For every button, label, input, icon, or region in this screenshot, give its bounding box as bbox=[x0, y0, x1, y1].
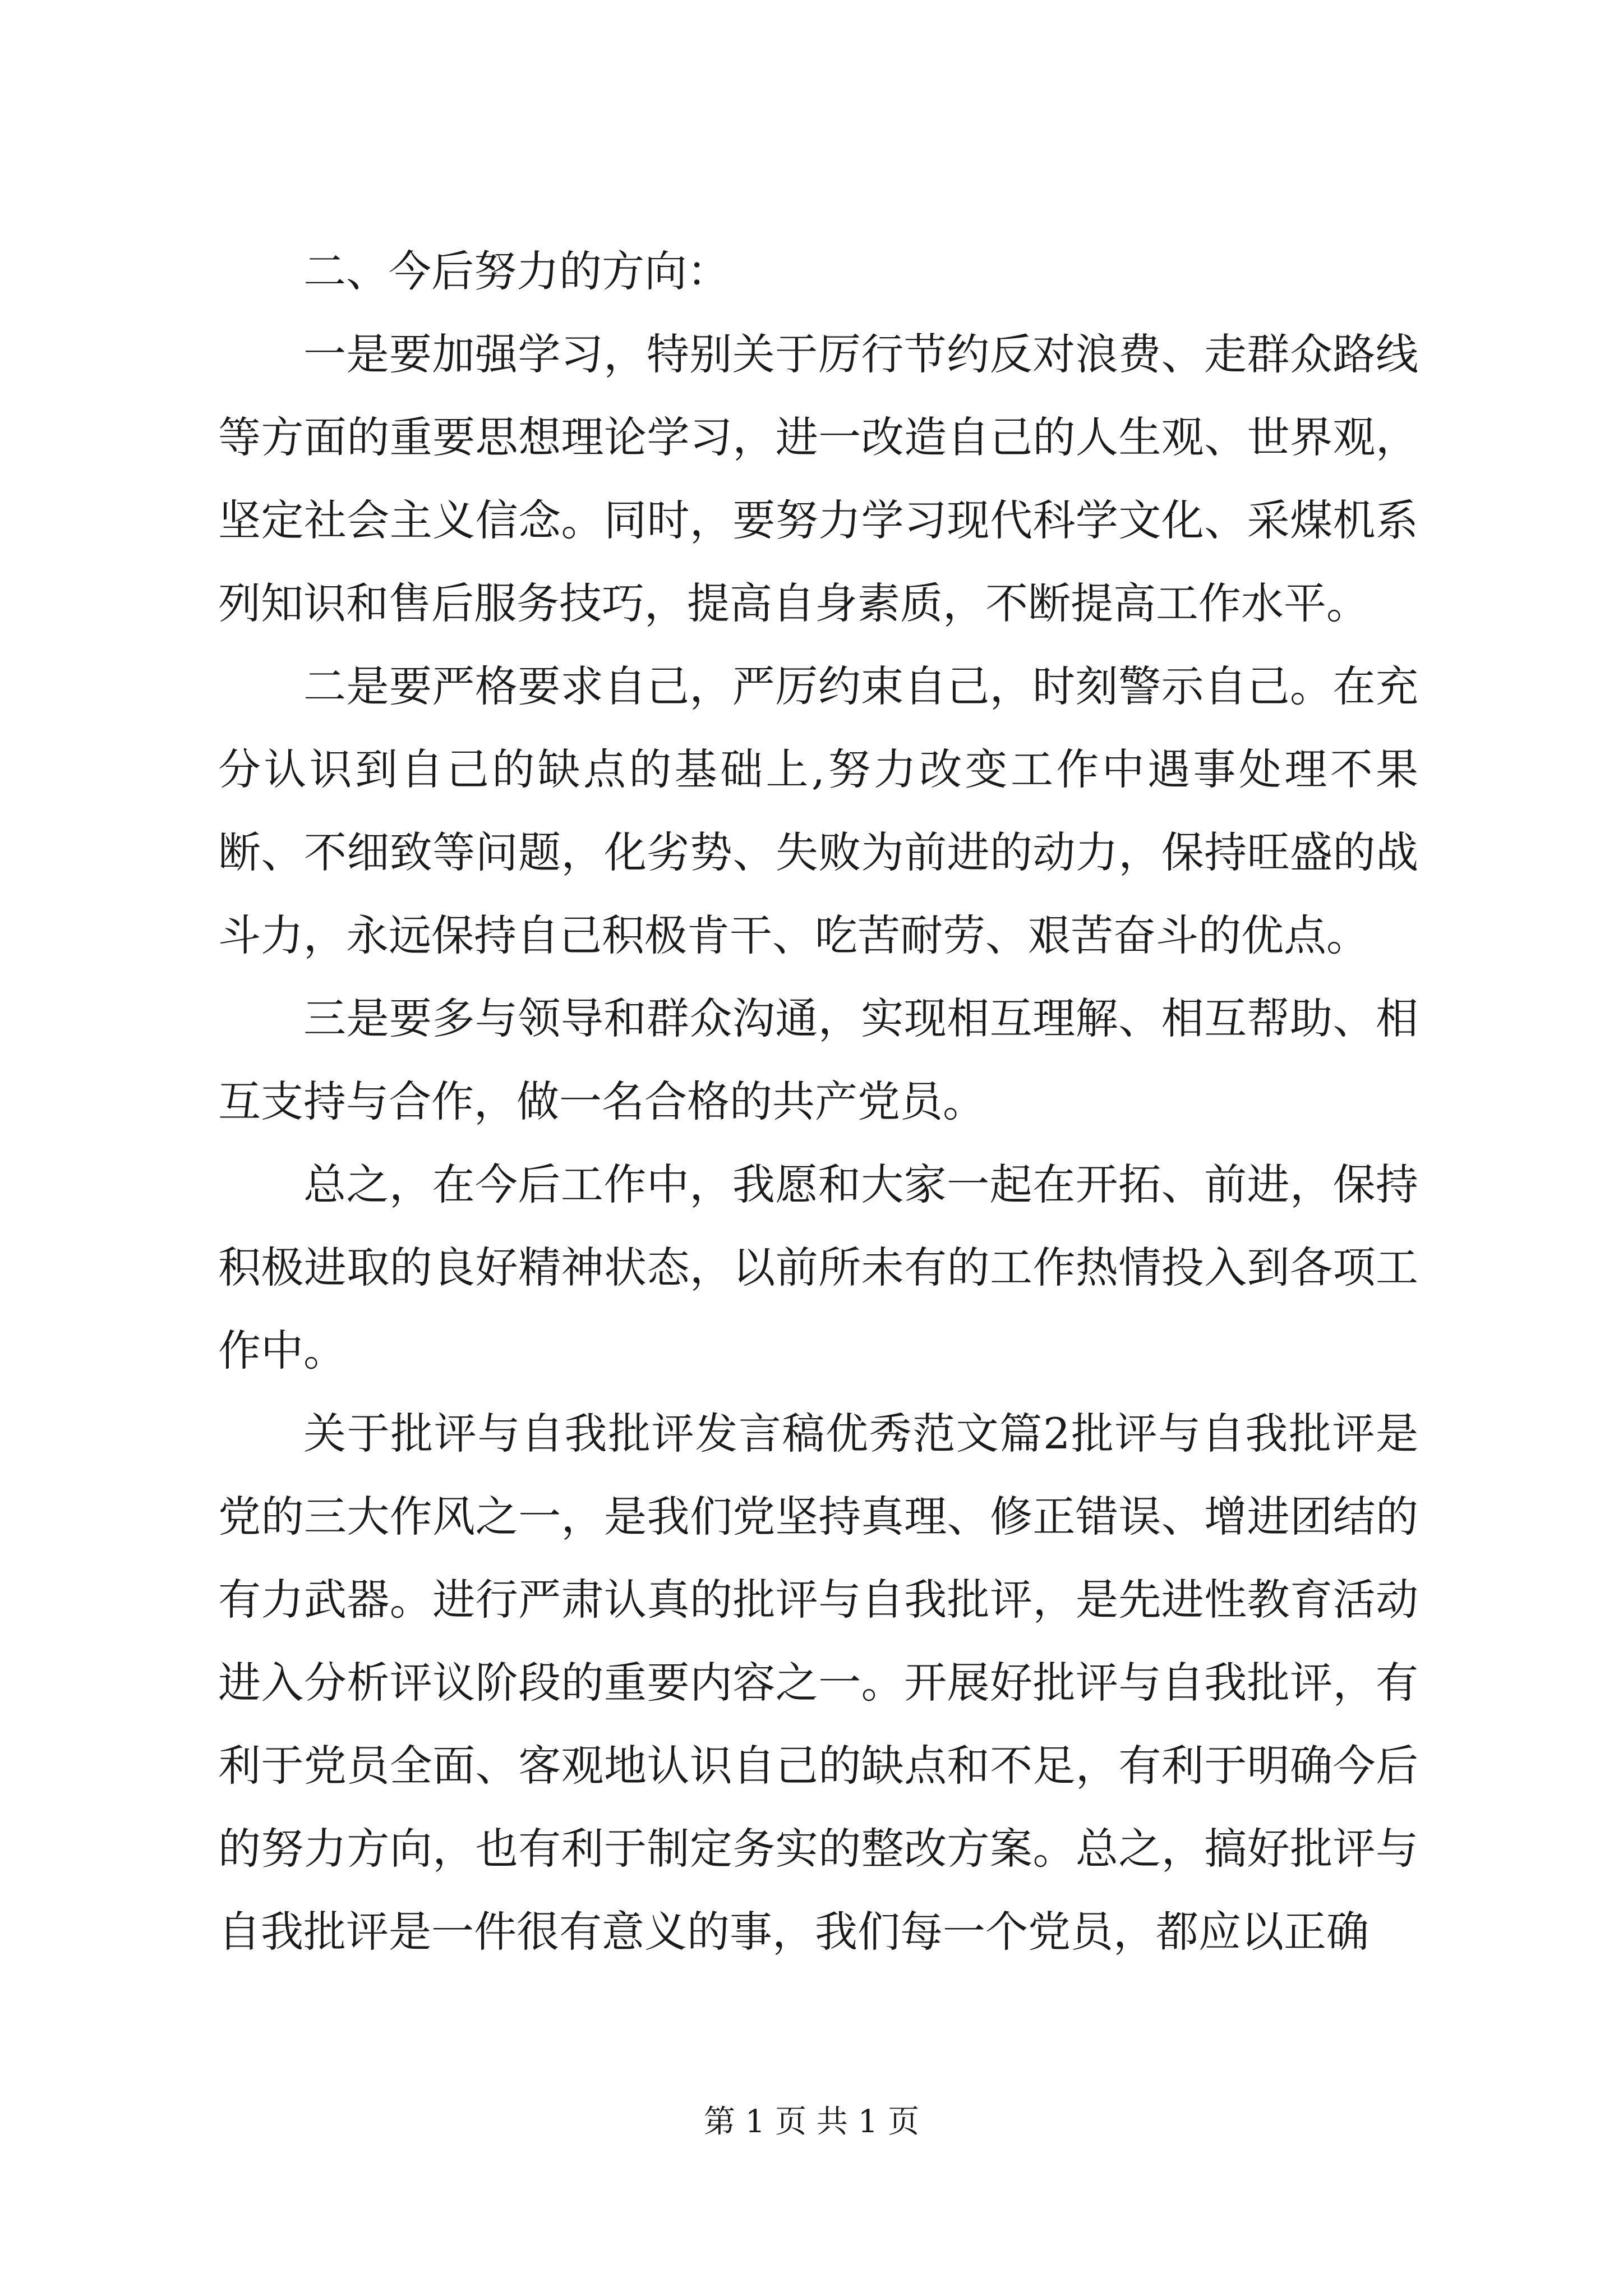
paragraph-article-two: 关于批评与自我批评发言稿优秀范文篇2批评与自我批评是党的三大作风之一，是我们党坚持真理、修正错误、增进团结的有力武器。进行严肃认真的批评与自我批评，是先进性教育活动进入分析评议阶段的重要内容之一。开展好批评与自我批评，有利于党员全面、客观地认识自己的缺点和不足，有利于明确今后的努力方向，也有利于制定务实的整改方案。总之，搞好批评与自我批评是一件很有意义的事，我们每一个党员，都应以正确 bbox=[218, 1409, 1418, 1957]
paragraph-point-two: 二是要严格要求自己，严厉约束自己，时刻警示自己。在充分认识到自己的缺点的基础上,努力改变工作中遇事处理不果断、不细致等问题，化劣势、失败为前进的动力，保持旺盛的战斗力，永远保持自己积极肯干、吃苦耐劳、艰苦奋斗的优点。 bbox=[218, 661, 1418, 960]
page-footer: 第 1 页 共 1 页 bbox=[703, 2104, 920, 2140]
paragraph-summary: 总之，在今后工作中，我愿和大家一起在开拓、前进，保持积极进取的良好精神状态，以前所未有的工作热情投入到各项工作中。 bbox=[218, 1159, 1418, 1375]
paragraph-point-three: 三是要多与领导和群众沟通，实现相互理解、相互帮助、相互支持与合作，做一名合格的共产党员。 bbox=[218, 993, 1418, 1126]
paragraph-heading-direction: 二、今后努力的方向： bbox=[303, 246, 730, 296]
paragraph-point-one: 一是要加强学习，特别关于厉行节约反对浪费、走群众路线等方面的重要思想理论学习，进一改造自己的人生观、世界观，坚定社会主义信念。同时，要努力学习现代科学文化、采煤机系列知识和售后服务技巧，提高自身素质，不断提高工作水平。 bbox=[218, 329, 1418, 628]
document-body bbox=[218, 230, 1418, 1973]
